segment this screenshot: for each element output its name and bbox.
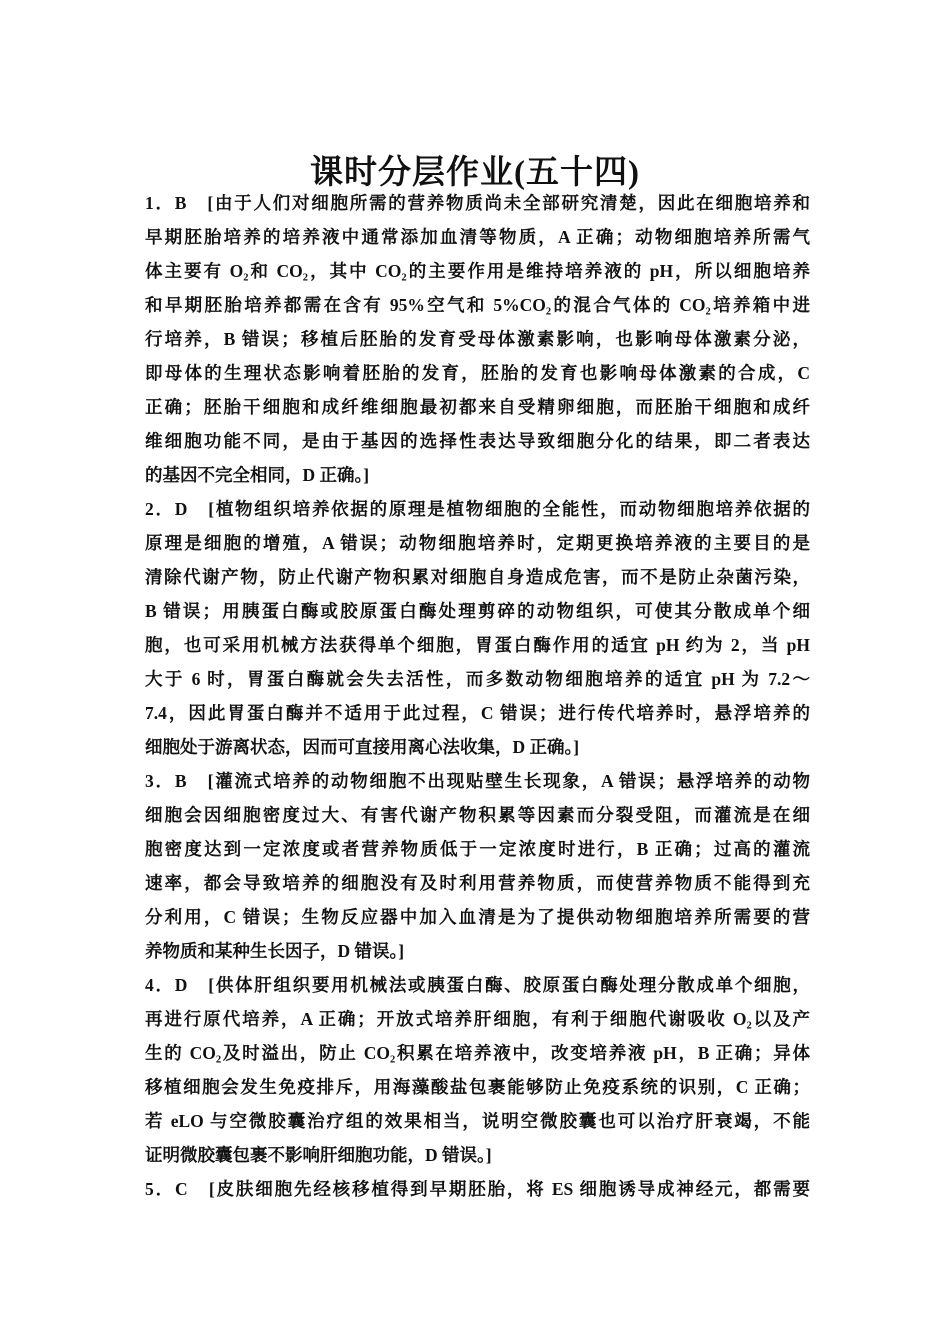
text-line: 移植细胞会发生免疫排斥，用海藻酸盐包裹能够防止免疫系统的识别，C 正确； <box>145 1077 810 1097</box>
text-line: 分利用，C 错误；生物反应器中加入血清是为了提供动物细胞培养所需要的营 <box>145 907 810 927</box>
text-line: 大于 6 时，胃蛋白酶就会失去活性，而多数动物细胞培养的适宜 pH 为 7.2～ <box>145 669 810 689</box>
text-line: 若 eLO 与空微胶囊治疗组的效果相当，说明空微胶囊也可以治疗肝衰竭，不能 <box>145 1111 810 1131</box>
text-line: 再进行原代培养，A 正确；开放式培养肝细胞，有利于细胞代谢吸收 O₂以及产 <box>145 1009 810 1029</box>
text-line: 原理是细胞的增殖，A 错误；动物细胞培养时，定期更换培养液的主要目的是 <box>145 533 810 553</box>
page-title: 课时分层作业(五十四) <box>310 155 640 192</box>
text-line: 7.4，因此胃蛋白酶并不适用于此过程，C 错误；进行传代培养时，悬浮培养的 <box>145 703 810 723</box>
text-line: 清除代谢产物，防止代谢产物积累对细胞自身造成危害，而不是防止杂菌污染， <box>145 567 810 587</box>
text-line: 5．C [皮肤细胞先经核移植得到早期胚胎，将 ES 细胞诱导成神经元，都需要 <box>145 1179 810 1199</box>
text-line: B 错误；用胰蛋白酶或胶原蛋白酶处理剪碎的动物组织，可使其分散成单个细 <box>145 601 810 621</box>
answer-body <box>145 186 810 1206</box>
text-line: 行培养，B 错误；移植后胚胎的发育受母体激素影响，也影响母体激素分泌， <box>145 329 810 349</box>
answer-paragraph-2 <box>145 492 810 764</box>
text-line: 胞，也可采用机械方法获得单个细胞，胃蛋白酶作用的适宜 pH 约为 2，当 pH <box>145 635 810 655</box>
text-line: 养物质和某种生长因子，D 错误。] <box>145 941 405 961</box>
text-line: 证明微胶囊包裹不影响肝细胞功能，D 错误。] <box>145 1145 492 1165</box>
text-line: 细胞处于游离状态，因而可直接用离心法收集，D 正确。] <box>145 737 580 757</box>
text-line: 体主要有 O₂和 CO₂，其中 CO₂的主要作用是维持培养液的 pH，所以细胞培养 <box>145 261 810 281</box>
text-line: 速率，都会导致培养的细胞没有及时利用营养物质，而使营养物质不能得到充 <box>145 873 810 893</box>
answer-paragraph-3 <box>145 764 810 968</box>
text-line: 细胞会因细胞密度过大、有害代谢产物积累等因素而分裂受阻，而灌流是在细 <box>145 805 810 825</box>
text-line: 生的 CO₂及时溢出，防止 CO₂积累在培养液中，改变培养液 pH，B 正确；异体 <box>145 1043 810 1063</box>
text-line: 1．B [由于人们对细胞所需的营养物质尚未全部研究清楚，因此在细胞培养和 <box>145 193 810 213</box>
text-line: 3．B [灌流式培养的动物细胞不出现贴壁生长现象，A 错误；悬浮培养的动物 <box>145 771 810 791</box>
text-line: 正确；胚胎干细胞和成纤维细胞最初都来自受精卵细胞，而胚胎干细胞和成纤 <box>145 397 810 417</box>
text-line: 4．D [供体肝组织要用机械法或胰蛋白酶、胶原蛋白酶处理分散成单个细胞， <box>145 975 810 995</box>
text-line: 2．D [植物组织培养依据的原理是植物细胞的全能性，而动物细胞培养依据的 <box>145 499 810 519</box>
text-line: 即母体的生理状态影响着胚胎的发育，胚胎的发育也影响母体激素的合成，C <box>145 363 810 383</box>
answer-paragraph-1 <box>145 186 810 492</box>
text-line: 维细胞功能不同，是由于基因的选择性表达导致细胞分化的结果，即二者表达 <box>145 431 810 451</box>
answer-paragraph-5 <box>145 1172 810 1206</box>
answer-paragraph-4 <box>145 968 810 1172</box>
text-line: 胞密度达到一定浓度或者营养物质低于一定浓度时进行，B 正确；过高的灌流 <box>145 839 810 859</box>
text-line: 的基因不完全相同，D 正确。] <box>145 465 370 485</box>
text-line: 和早期胚胎培养都需在含有 95%空气和 5%CO₂的混合气体的 CO₂培养箱中进 <box>145 295 810 315</box>
text-line: 早期胚胎培养的培养液中通常添加血清等物质，A 正确；动物细胞培养所需气 <box>145 227 810 247</box>
